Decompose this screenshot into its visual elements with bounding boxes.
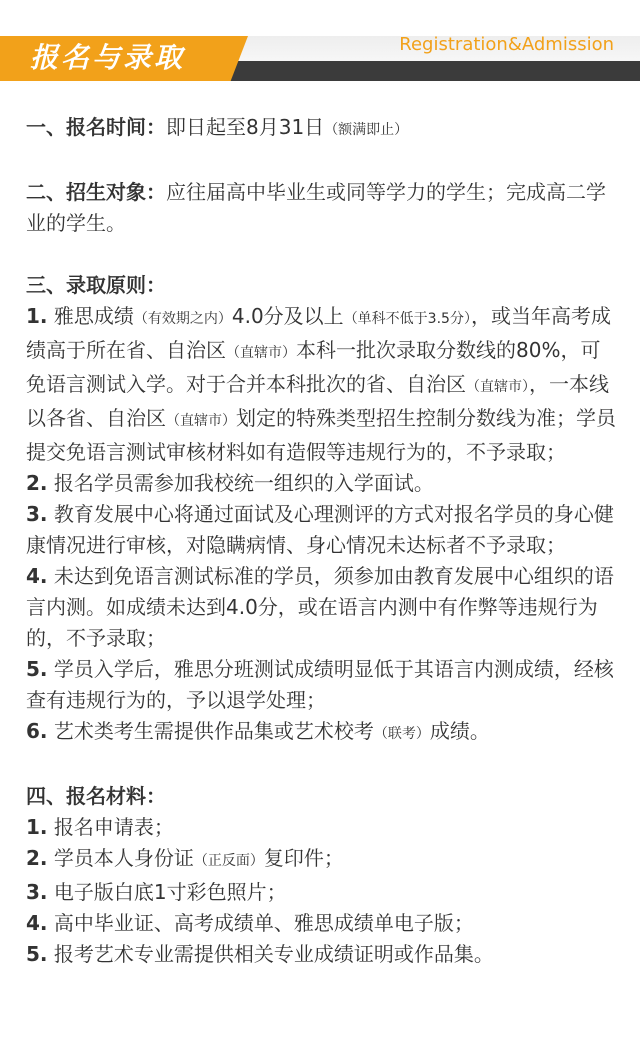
item-text: 未达到免语言测试标准的学员，须参加由教育发展中心组织的语言内测。如成绩未达到4.0分，或在语言内测中有作弊等违规行为的，不予录取； — [26, 564, 614, 650]
item-text: 艺术类考生需提供作品集或艺术校考 — [47, 719, 374, 743]
section-note: （额满即止） — [324, 122, 409, 138]
item-text: ，或当年高考成绩高于所在省、自治区 — [26, 304, 611, 362]
item-note: （直辖市） — [226, 345, 296, 361]
list-item — [26, 468, 616, 499]
item-text: 教育发展中心将通过面试及心理测评的方式对报名学员的身心健康情况进行审核，对隐瞒病情、身心情况未达标者不予录取； — [26, 502, 614, 557]
list-item — [26, 843, 616, 877]
page-title: 报名与录取 — [30, 41, 186, 74]
section-title: 一、报名时间： — [26, 115, 166, 139]
section-title: 三、录取原则： — [26, 273, 166, 297]
item-number: 1. — [26, 815, 48, 839]
item-number: 5. — [26, 657, 48, 681]
list-item — [26, 908, 616, 939]
list-item — [26, 499, 616, 561]
item-text: 报考艺术专业需提供相关专业成绩证明或作品集。 — [47, 942, 494, 966]
item-text: 报名申请表； — [47, 815, 174, 839]
section-enrollment-target — [26, 177, 616, 239]
list-item — [26, 939, 616, 970]
list-item — [26, 812, 616, 843]
section-registration-materials — [26, 781, 616, 970]
section-header — [0, 0, 640, 92]
item-text: 成绩。 — [429, 719, 490, 743]
list-item — [26, 877, 616, 908]
item-note: （直辖市） — [166, 413, 236, 429]
list-item — [26, 301, 616, 468]
item-number: 2. — [26, 846, 48, 870]
item-note: （联考） — [373, 726, 430, 742]
item-note: （正反面） — [193, 853, 264, 869]
item-note: （单科不低于3.5分） — [343, 311, 471, 327]
item-number: 1. — [26, 304, 48, 328]
item-text: 本科一批次录取分数线的80%，可免语言测试入学。对于合并本科批次的省、自治区 — [26, 338, 601, 396]
section-title: 二、招生对象： — [26, 180, 166, 204]
item-text: 雅思成绩 — [47, 304, 134, 328]
list-item — [26, 716, 616, 750]
item-note: （直辖市） — [466, 379, 529, 395]
item-text: 报名学员需参加我校统一组织的入学面试。 — [47, 471, 434, 495]
content — [26, 112, 616, 1001]
item-number: 5. — [26, 942, 48, 966]
item-text: 复印件； — [263, 846, 344, 870]
item-number: 6. — [26, 719, 48, 743]
item-number: 3. — [26, 880, 48, 904]
item-text: 学员本人身份证 — [47, 846, 194, 870]
item-number: 4. — [26, 911, 48, 935]
item-number: 4. — [26, 564, 48, 588]
item-text: 电子版白底1寸彩色照片； — [47, 880, 287, 904]
item-number: 3. — [26, 502, 48, 526]
section-value: 应往届高中毕业生或同等学力的学生；完成高二学业的学生。 — [26, 180, 606, 235]
list-item — [26, 654, 616, 716]
item-note: （有效期之内） — [133, 311, 232, 327]
list-item — [26, 561, 616, 654]
item-number: 2. — [26, 471, 48, 495]
section-admission-principles — [26, 270, 616, 750]
item-text: 学员入学后，雅思分班测试成绩明显低于其语言内测成绩，经核查有违规行为的，予以退学处理； — [26, 657, 614, 712]
page-subtitle: Registration&Admission — [399, 34, 614, 55]
item-text: ，一本线以各省、自治区 — [26, 372, 609, 430]
item-text: 4.0分及以上 — [231, 304, 344, 328]
section-registration-time — [26, 112, 616, 146]
item-text: 划定的特殊类型招生控制分数线为准；学员提交免语言测试审核材料如有造假等违规行为的，不予录取； — [26, 406, 616, 464]
section-value: 即日起至8月31日 — [166, 115, 325, 139]
item-text: 高中毕业证、高考成绩单、雅思成绩单电子版； — [47, 911, 474, 935]
section-title: 四、报名材料： — [26, 784, 166, 808]
